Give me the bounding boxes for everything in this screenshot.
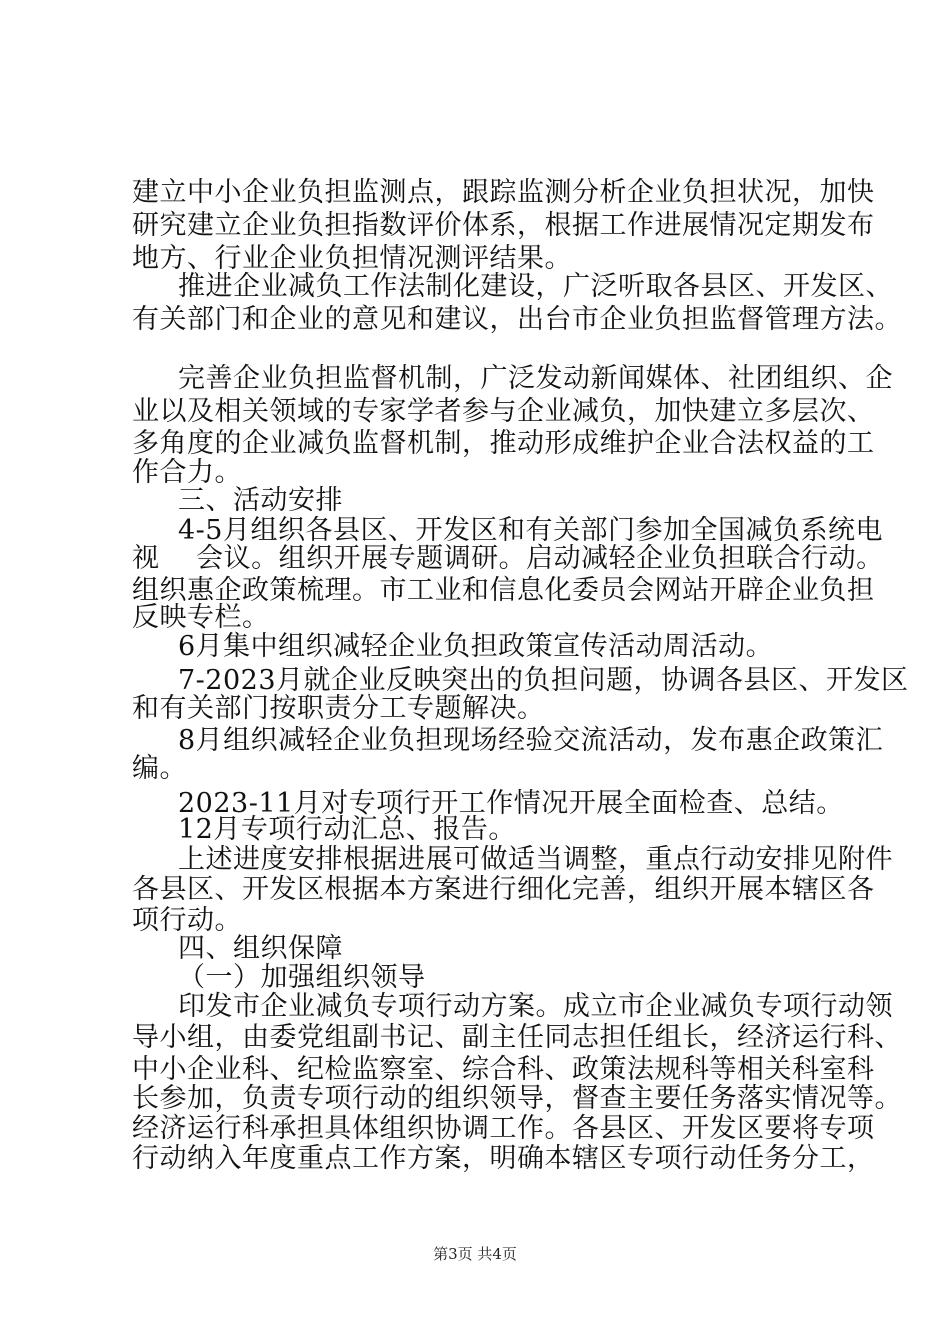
text-line: 作合力。 <box>132 457 242 488</box>
text-line: 有关部门和企业的意见和建议，出台市企业负担监督管理方法。 <box>132 304 902 335</box>
text-line: 中小企业科、纪检监察室、综合科、政策法规科等相关科室科 <box>132 1054 875 1085</box>
page-number: 第3页 共4页 <box>433 1245 517 1263</box>
text-line: 和有关部门按职责分工专题解决。 <box>132 693 545 724</box>
text-line: 4-5月组织各县区、开发区和有关部门参加全国减负系统电 <box>178 515 883 546</box>
text-line: 8月组织减轻企业负担现场经验交流活动，发布惠企政策汇 <box>178 725 884 756</box>
text-line: 6月集中组织减轻企业负担政策宣传活动周活动。 <box>178 631 774 662</box>
text-line: 反映专栏。 <box>132 602 270 633</box>
text-line: 2023-11月对专项行开工作情况开展全面检查、总结。 <box>178 788 844 819</box>
text-line: 完善企业负担监督机制，广泛发动新闻媒体、社团组织、企 <box>178 363 893 394</box>
text-line: 多角度的企业减负监督机制，推动形成维护企业合法权益的工 <box>132 428 875 459</box>
text-line: 项行动。 <box>132 905 242 936</box>
text-line: 研究建立企业负担指数评价体系，根据工作进展情况定期发布 <box>132 210 875 241</box>
text-line: 导小组，由委党组副书记、副主任同志担任组长，经济运行科、 <box>132 1022 902 1053</box>
text-line: 视 会议。组织开展专题调研。启动减轻企业负担联合行动。 <box>132 543 884 574</box>
text-line: 编。 <box>132 753 187 784</box>
text-line: 建立中小企业负担监测点，跟踪监测分析企业负担状况，加快 <box>132 177 875 208</box>
text-line: 各县区、开发区根据本方案进行细化完善，组织开展本辖区各 <box>132 874 875 905</box>
section-heading: 三、活动安排 <box>178 485 343 516</box>
text-line: 印发市企业减负专项行动方案。成立市企业减负专项行动领 <box>178 991 893 1022</box>
subsection-heading: （一）加强组织领导 <box>178 962 426 993</box>
text-line: 行动纳入年度重点工作方案，明确本辖区专项行动任务分工， <box>132 1143 875 1174</box>
text-line: 地方、行业企业负担情况测评结果。 <box>132 243 572 274</box>
text-line: 经济运行科承担具体组织协调工作。各县区、开发区要将专项 <box>132 1113 875 1144</box>
text-line: 上述进度安排根据进展可做适当调整，重点行动安排见附件 <box>178 844 893 875</box>
text-line: 12月专项行动汇总、报告。 <box>178 814 516 845</box>
section-heading: 四、组织保障 <box>178 933 343 964</box>
text-line: 业以及相关领域的专家学者参与企业减负，加快建立多层次、 <box>132 396 875 427</box>
text-line: 7-2023月就企业反映突出的负担问题，协调各县区、开发区 <box>178 665 909 696</box>
text-line: 组织惠企政策梳理。市工业和信息化委员会网站开辟企业负担 <box>132 575 875 606</box>
text-line: 推进企业减负工作法制化建设，广泛听取各县区、开发区、 <box>178 271 893 302</box>
text-line: 长参加，负责专项行动的组织领导，督查主要任务落实情况等。 <box>132 1083 902 1114</box>
